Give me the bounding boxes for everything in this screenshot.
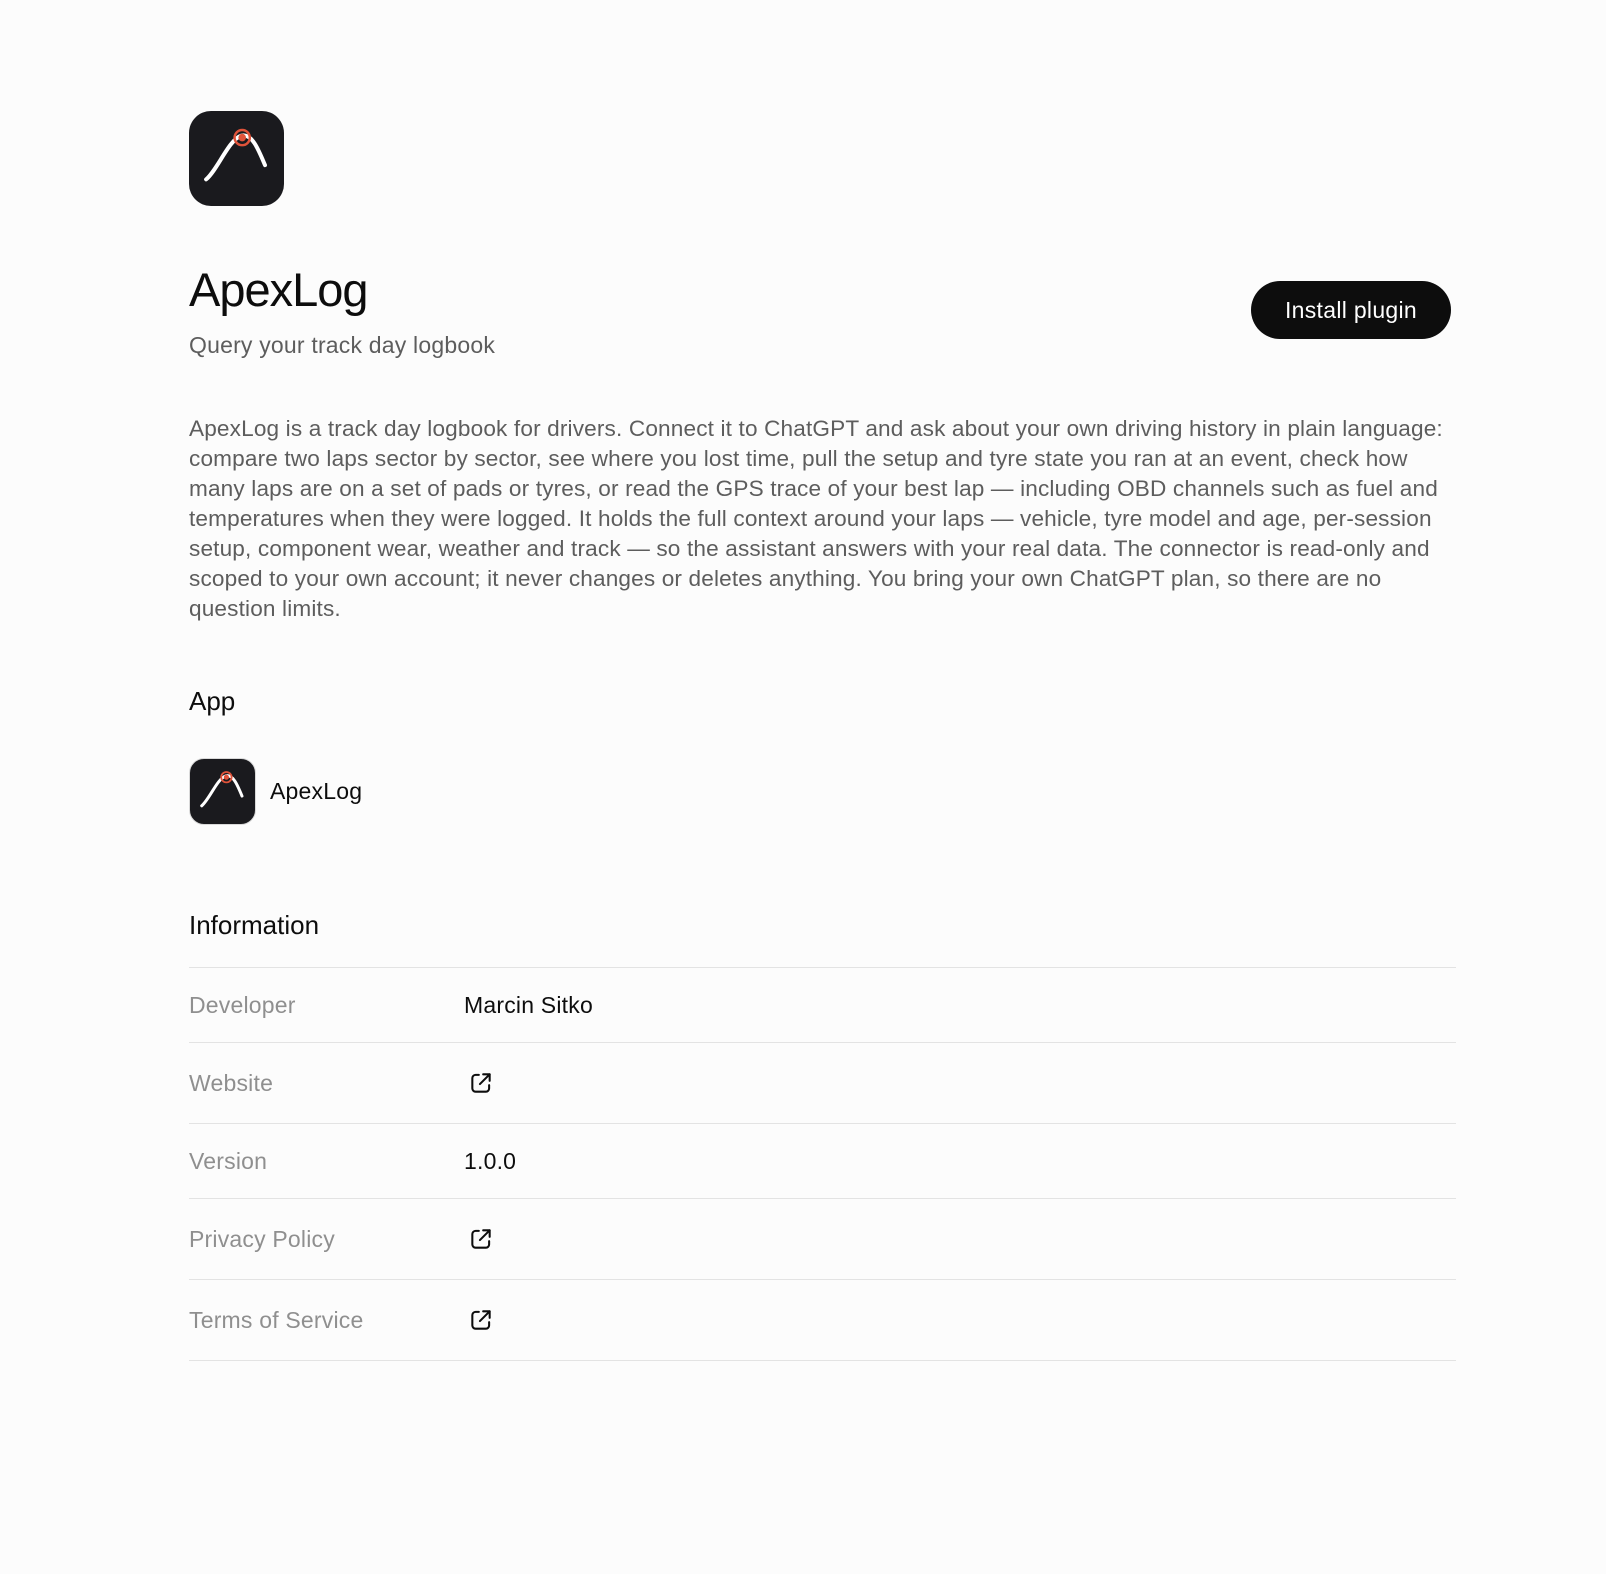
info-row-terms-of-service <box>189 1280 1456 1361</box>
info-row-version <box>189 1124 1456 1199</box>
app-list-item[interactable] <box>189 758 362 825</box>
info-label: Developer <box>189 991 296 1018</box>
external-link-icon[interactable] <box>468 1307 494 1333</box>
page-subtitle: Query your track day logbook <box>189 332 496 358</box>
external-link-icon[interactable] <box>468 1226 494 1252</box>
info-row-website <box>189 1043 1456 1124</box>
app-list-item-label: ApexLog <box>270 778 363 804</box>
info-label: Website <box>189 1069 274 1096</box>
info-label: Privacy Policy <box>189 1225 335 1252</box>
plugin-description: ApexLog is a track day logbook for drivers. Connect it to ChatGPT and ask about your own driving history in plain language: compare two laps sector by sector, see where you lost time, pull the setup and tyre state you ran at an event, check how many laps are on a set of pads or tyres, or read the GPS trace of your best lap — including OBD channels such as fuel and temperatures when they were logged. It holds the full context around your laps — vehicle, tyre model and age, per-session setup, component wear, weather and track — so the assistant answers with your real data. The connector is read-only and scoped to your own account; it never changes or deletes anything. You bring your own ChatGPT plan, so there are no question limits. <box>189 416 1443 621</box>
page-title: ApexLog <box>189 263 368 316</box>
version-value: 1.0.0 <box>464 1147 517 1174</box>
info-row-developer <box>189 968 1456 1043</box>
apexlog-logo-icon <box>189 758 256 825</box>
info-row-privacy-policy <box>189 1199 1456 1280</box>
info-label: Terms of Service <box>189 1306 364 1333</box>
app-section-heading: App <box>189 686 236 716</box>
developer-value: Marcin Sitko <box>464 991 593 1018</box>
install-plugin-button[interactable]: Install plugin <box>1251 281 1451 339</box>
information-section-heading: Information <box>189 910 320 940</box>
information-table <box>189 967 1456 1361</box>
apexlog-logo-icon <box>189 111 284 206</box>
info-label: Version <box>189 1147 268 1174</box>
external-link-icon[interactable] <box>468 1070 494 1096</box>
